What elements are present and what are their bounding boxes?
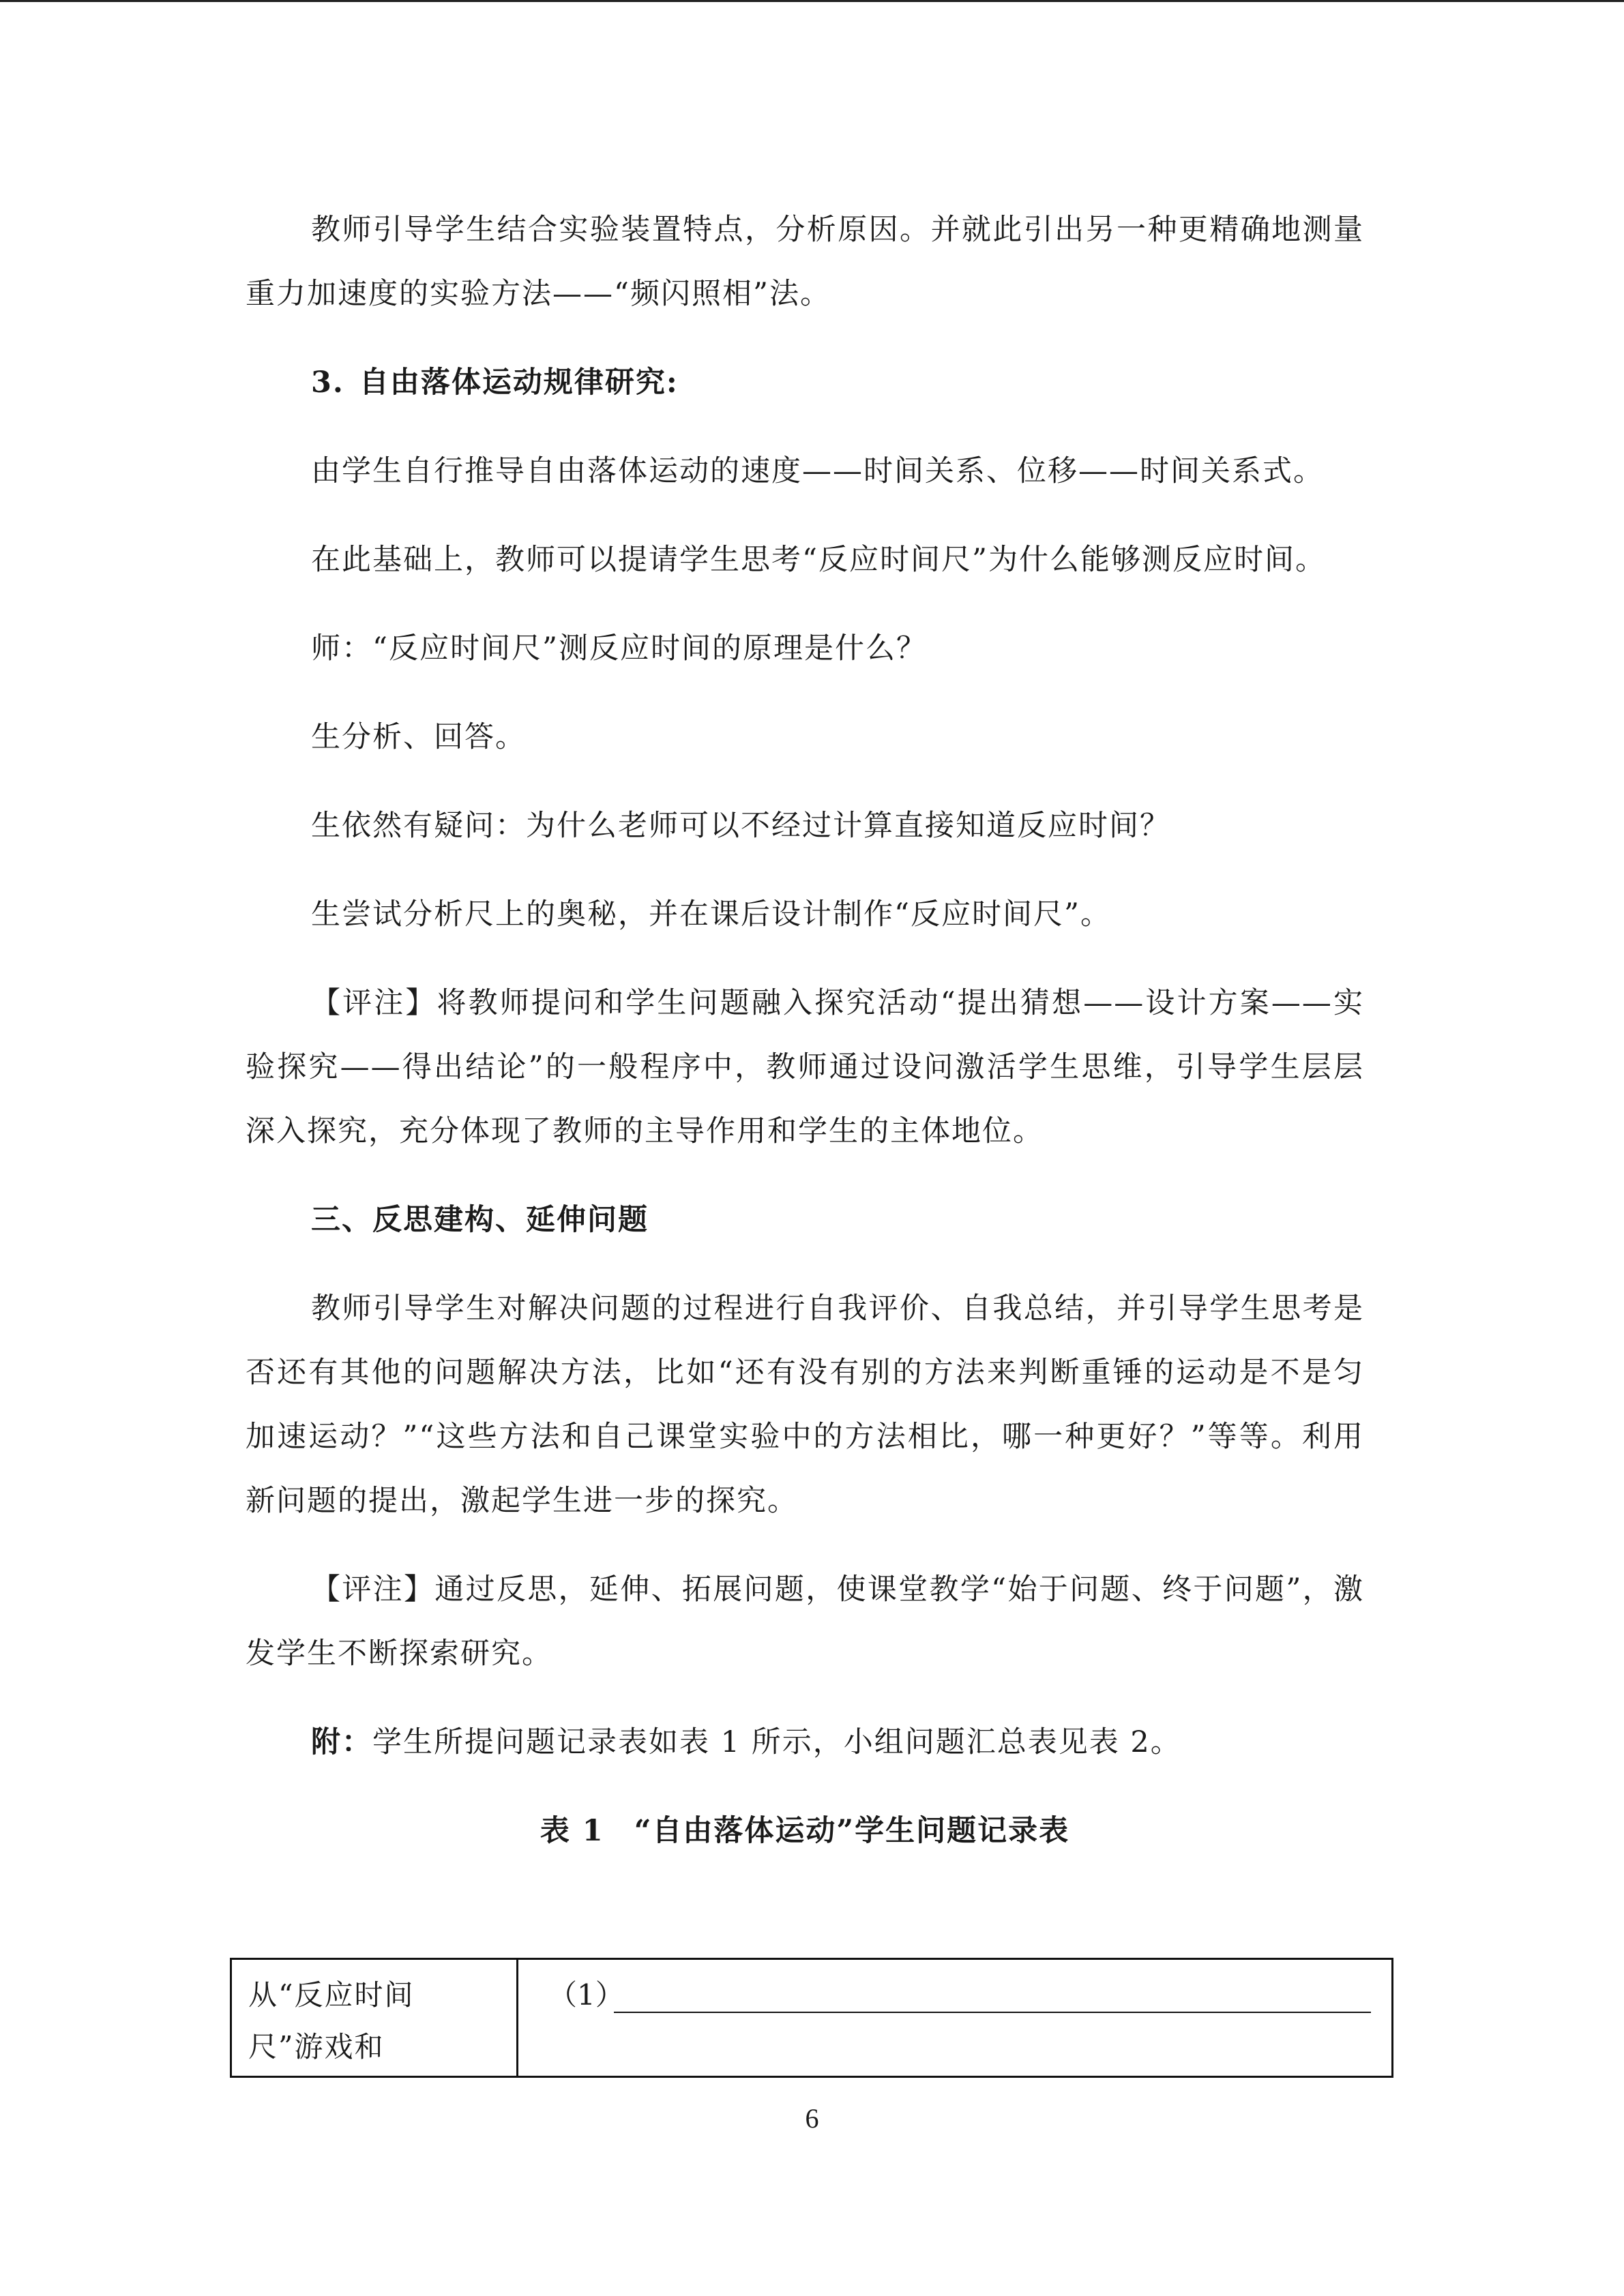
table-caption-title: “自由落体运动”学生问题记录表 <box>634 1814 1070 1848</box>
section-heading-text: 自由落体运动规律研究: <box>359 366 679 400</box>
answer-blank-line <box>614 2012 1371 2013</box>
section-heading-number: 3. <box>311 366 344 400</box>
paragraph-reflection: 教师引导学生对解决问题的过程进行自我评价、自我总结，并引导学生思考是否还有其他的问题解决方法，比如“还有没有别的方法来判断重锤的运动是不是匀加速运动？”“这些方法和自己课堂实验中的方法相比，哪一种更好？”等等。利用新问题的提出，激起学生进一步的探究。 <box>246 1292 1364 1518</box>
paragraph-reaction-ruler: 在此基础上，教师可以提请学生思考“反应时间尺”为什么能够测反应时间。 <box>311 543 1326 577</box>
paragraph-appendix <box>246 1710 1364 1774</box>
appendix-text: 学生所提问题记录表如表 1 所示，小组问题汇总表见表 2。 <box>372 1725 1181 1759</box>
question-record-table <box>230 1958 1393 2078</box>
appendix-lead: 附： <box>311 1725 372 1759</box>
paragraph-student-answer: 生分析、回答。 <box>311 720 526 754</box>
top-border-rule <box>0 0 1624 2</box>
paragraph-teacher-question: 师：“反应时间尺”测反应时间的原理是什么？ <box>311 631 927 666</box>
page-number: 6 <box>805 2103 819 2134</box>
table-item-label: （1） <box>548 1978 624 2012</box>
paragraph-commentary-1: 【评注】将教师提问和学生问题融入探究活动“提出猜想——设计方案——实验探究——得出结论”的一般程序中，教师通过设问激活学生思维，引导学生层层深入探究，充分体现了教师的主导作用和学生的主体地位。 <box>246 986 1364 1148</box>
paragraph-analysis: 教师引导学生结合实验装置特点，分析原因。并就此引出另一种更精确地测量重力加速度的实验方法——“频闪照相”法。 <box>246 213 1364 311</box>
paragraph-student-doubt: 生依然有疑问：为什么老师可以不经过计算直接知道反应时间？ <box>311 809 1170 843</box>
table-left-cell-line-1: 从“反应时间 <box>248 1978 415 2012</box>
section-heading-three: 三、反思建构、延伸问题 <box>311 1203 649 1237</box>
paragraph-derivation: 由学生自行推导自由落体运动的速度——时间关系、位移——时间关系式。 <box>311 454 1324 488</box>
table-left-cell-line-2: 尺”游戏和 <box>248 2030 385 2063</box>
section-heading-3 <box>246 351 1364 415</box>
paragraph-commentary-2: 【评注】通过反思，延伸、拓展问题，使课堂教学“始于问题、终于问题”，激发学生不断探索研究。 <box>246 1572 1364 1671</box>
table-caption-number: 表 1 <box>540 1814 604 1848</box>
table-left-cell <box>232 1960 518 2076</box>
table-right-cell <box>518 1960 1391 2076</box>
paragraph-student-attempt: 生尝试分析尺上的奥秘，并在课后设计制作“反应时间尺”。 <box>311 897 1111 931</box>
document-page-body <box>246 198 1364 1877</box>
table-caption <box>246 1799 1364 1863</box>
